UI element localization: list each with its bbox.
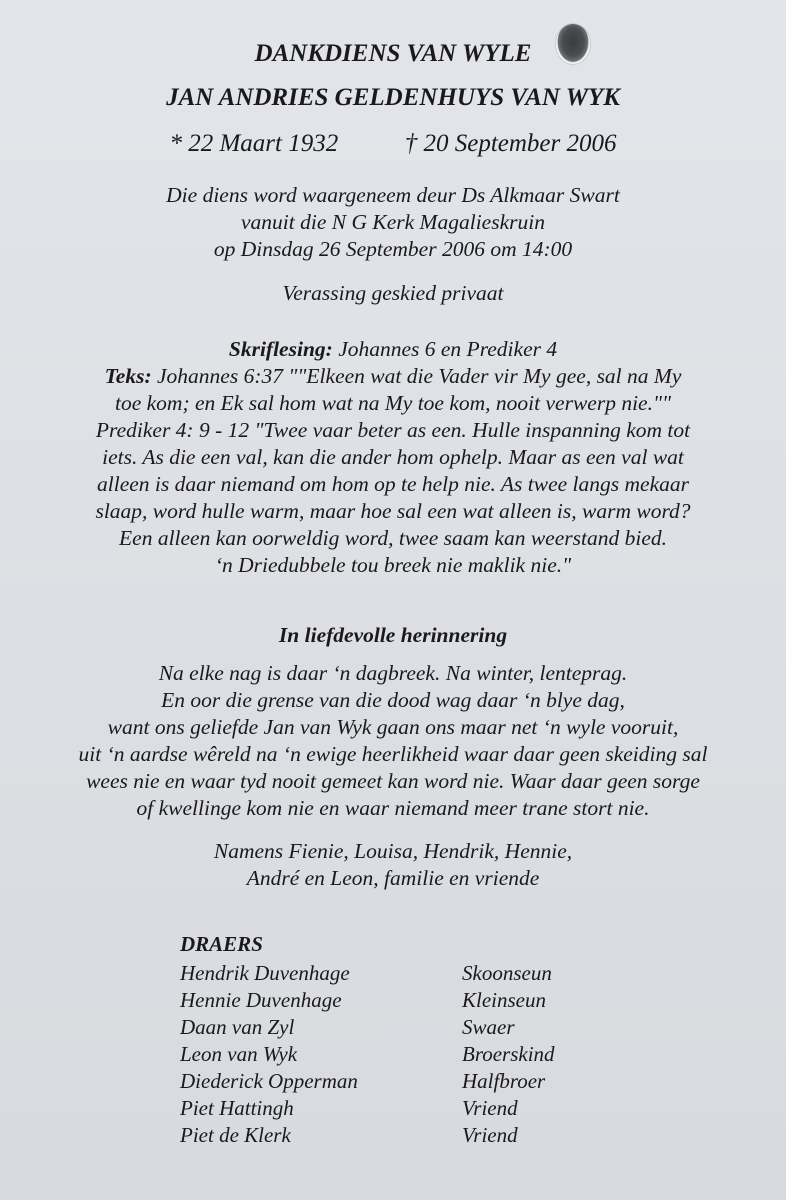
- scripture-text-line: iets. As die een val, kan die ander hom ophelp. Maar as een val wat: [102, 445, 684, 469]
- memorial-line: wees nie en waar tyd nooit gemeet kan word nie. Waar daar geen sorge: [86, 769, 700, 793]
- scripture-text-label: Teks:: [104, 364, 152, 388]
- memorial-line: En oor die grense van die dood wag daar ‘n blye dag,: [161, 688, 625, 712]
- pallbearer-relation: Vriend: [462, 1123, 518, 1147]
- pallbearer-relation: Broerskind: [462, 1042, 555, 1066]
- scripture-text-line: Prediker 4: 9 - 12 "Twee vaar beter as een. Hulle inspanning kom tot: [95, 418, 691, 442]
- death-date: † 20 September 2006: [404, 130, 617, 157]
- scripture-text-line: toe kom; en Ek sal hom wat na My toe kom, nooit verwerp nie."": [114, 391, 672, 415]
- pallbearer-name: Hennie Duvenhage: [180, 988, 342, 1012]
- scripture-text-line: Teks: Johannes 6:37 ""Elkeen wat die Vader vir My gee, sal na My: [104, 364, 682, 388]
- pallbearer-name: Piet de Klerk: [180, 1123, 291, 1147]
- pallbearer-relation: Halfbroer: [462, 1069, 546, 1093]
- list-item: [180, 1096, 518, 1123]
- service-line-1: Die diens word waargeneem deur Ds Alkmaar Swart: [166, 183, 620, 207]
- scripture-text-line: slaap, word hulle warm, maar hoe sal een wat alleen is, warm word?: [95, 499, 691, 523]
- list-item: [180, 988, 546, 1015]
- pallbearer-name: Diederick Opperman: [180, 1069, 358, 1093]
- service-line-3: op Dinsdag 26 September 2006 om 14:00: [213, 237, 573, 261]
- memorial-line: Na elke nag is daar ‘n dagbreek. Na winter, lenteprag.: [158, 661, 628, 685]
- list-item: [180, 1069, 546, 1096]
- pallbearers-heading: DRAERS: [180, 932, 263, 956]
- scripture-text-line: alleen is daar niemand om hom op te help nie. As twee langs mekaar: [97, 472, 689, 496]
- signoff-line-1: Namens Fienie, Louisa, Hendrik, Hennie,: [213, 839, 573, 863]
- dates-row: [0, 130, 786, 158]
- title-line-1: DANKDIENS VAN WYLE: [254, 40, 532, 67]
- memorial-line: uit ‘n aardse wêreld na ‘n ewige heerlikheid waar daar geen skeiding sal: [78, 742, 708, 766]
- scripture-reading-label: Skriflesing:: [228, 337, 333, 361]
- pallbearer-relation: Swaer: [462, 1015, 515, 1039]
- list-item: [180, 1042, 555, 1069]
- pallbearer-name: Leon van Wyk: [180, 1042, 298, 1066]
- list-item: [180, 961, 552, 988]
- scripture-text-line: ‘n Driedubbele tou breek nie maklik nie.": [214, 553, 572, 577]
- memorial-heading: In liefdevolle herinnering: [278, 623, 508, 647]
- list-item: [180, 1123, 518, 1150]
- list-item: [180, 1015, 515, 1042]
- pallbearer-relation: Kleinseun: [462, 988, 546, 1012]
- birth-date: * 22 Maart 1932: [169, 130, 339, 157]
- scripture-reading-text: Johannes 6 en Prediker 4: [332, 337, 558, 361]
- pallbearer-relation: Vriend: [462, 1096, 518, 1120]
- memorial-line: of kwellinge kom nie en waar niemand meer trane stort nie.: [136, 796, 650, 820]
- scripture-reading: [0, 336, 786, 363]
- pallbearer-name: Hendrik Duvenhage: [180, 961, 350, 985]
- service-line-2: vanuit die N G Kerk Magalieskruin: [241, 210, 545, 234]
- pallbearers-list: [180, 932, 555, 1150]
- pallbearer-name: Piet Hattingh: [180, 1096, 294, 1120]
- cremation-note: Verassing geskied privaat: [282, 281, 504, 305]
- memorial-line: want ons geliefde Jan van Wyk gaan ons maar net ‘n wyle vooruit,: [107, 715, 679, 739]
- scripture-text-line: Een alleen kan oorweldig word, twee saam kan weerstand bied.: [119, 526, 667, 550]
- pallbearer-name: Daan van Zyl: [180, 1015, 295, 1039]
- title-line-2: JAN ANDRIES GELDENHUYS VAN WYK: [166, 84, 620, 111]
- signoff-line-2: André en Leon, familie en vriende: [246, 866, 540, 890]
- pallbearer-relation: Skoonseun: [462, 961, 552, 985]
